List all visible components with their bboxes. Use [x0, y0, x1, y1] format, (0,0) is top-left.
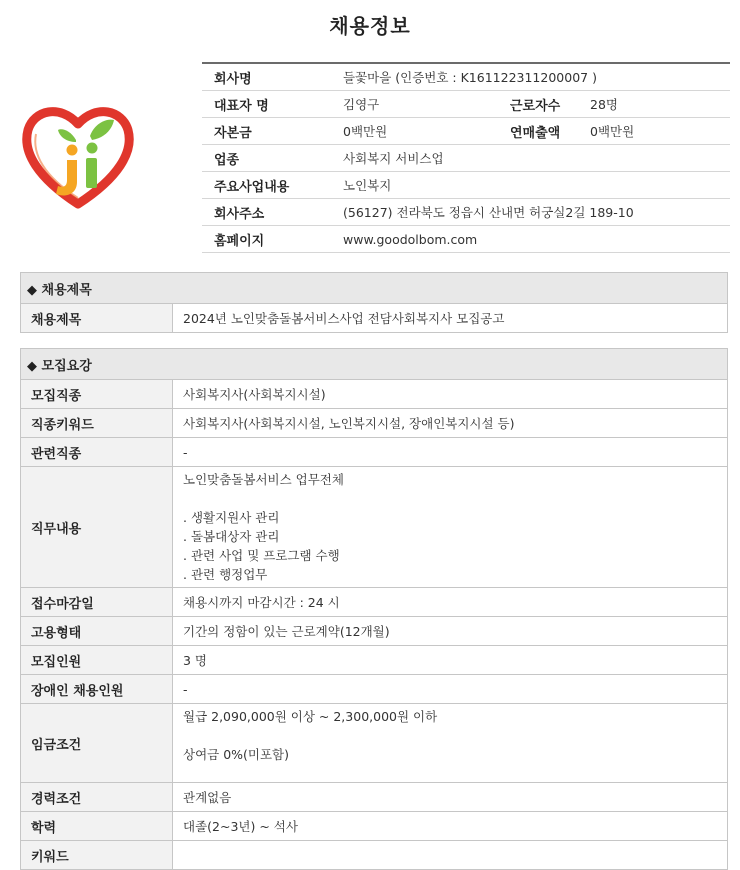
details-row-label: 관련직종	[21, 438, 173, 467]
details-row	[21, 588, 728, 617]
details-row-value	[173, 409, 728, 438]
industry-value: 사회복지 서비스업	[331, 145, 730, 172]
recruit-details-section	[20, 348, 728, 870]
details-row-label: 접수마감일	[21, 588, 173, 617]
details-row-label: 직무내용	[21, 467, 173, 588]
details-row-value	[173, 675, 728, 704]
details-row-value	[173, 467, 728, 588]
details-line: 사회복지사(사회복지시설, 노인복지시설, 장애인복지시설 등)	[183, 416, 515, 431]
section-header-details: ◆ 모집요강	[21, 349, 728, 380]
details-row-label: 고용형태	[21, 617, 173, 646]
details-row	[21, 438, 728, 467]
industry-label: 업종	[202, 145, 331, 172]
details-row-value	[173, 646, 728, 675]
ceo-value: 김영구	[331, 91, 498, 118]
details-line: -	[183, 444, 188, 460]
details-rows	[21, 380, 728, 870]
details-row-value	[173, 841, 728, 870]
details-row	[21, 812, 728, 841]
recruit-title-section	[20, 272, 728, 333]
ceo-label: 대표자 명	[202, 91, 331, 118]
address-label: 회사주소	[202, 199, 331, 226]
details-row-value	[173, 783, 728, 812]
details-line	[183, 489, 726, 508]
details-line: . 생활지원사 관리	[183, 510, 280, 525]
capital-label: 자본금	[202, 118, 331, 145]
details-row	[21, 704, 728, 783]
details-row-value	[173, 438, 728, 467]
details-line: 채용시까지 마감시간 : 24 시	[183, 595, 340, 610]
details-line: 사회복지사(사회복지시설)	[183, 387, 326, 402]
details-line	[183, 726, 726, 745]
details-row-label: 모집직종	[21, 380, 173, 409]
details-row	[21, 409, 728, 438]
details-row	[21, 841, 728, 870]
details-row	[21, 646, 728, 675]
details-line: . 관련 행정업무	[183, 567, 268, 582]
workers-label: 근로자수	[498, 91, 578, 118]
details-row-label: 임금조건	[21, 704, 173, 783]
details-row	[21, 380, 728, 409]
letter-i	[86, 158, 97, 188]
sales-value: 0백만원	[578, 118, 730, 145]
company-name-value: 들꽃마을 (인증번호 : K161122311200007 )	[331, 63, 730, 91]
details-line: . 관련 사업 및 프로그램 수행	[183, 548, 340, 563]
details-row-label: 경력조건	[21, 783, 173, 812]
leaf-icon	[90, 120, 114, 140]
details-row-value	[173, 704, 728, 783]
recruit-title-label: 채용제목	[21, 304, 173, 333]
details-line: 대졸(2~3년) ~ 석사	[183, 819, 298, 834]
page-title: 채용정보	[329, 14, 411, 38]
details-row	[21, 675, 728, 704]
details-row	[21, 783, 728, 812]
capital-value: 0백만원	[331, 118, 498, 145]
details-row-value	[173, 588, 728, 617]
details-line: 3 명	[183, 653, 208, 668]
business-value: 노인복지	[331, 172, 730, 199]
homepage-label: 홈페이지	[202, 226, 331, 253]
heart-shape	[27, 112, 129, 204]
details-row-label: 키워드	[21, 841, 173, 870]
details-row-label: 모집인원	[21, 646, 173, 675]
details-line: -	[183, 681, 188, 697]
workers-value: 28명	[578, 91, 730, 118]
homepage-link[interactable]: www.goodolbom.com	[331, 226, 730, 253]
letter-j	[56, 160, 77, 196]
details-row-label: 학력	[21, 812, 173, 841]
details-row	[21, 617, 728, 646]
details-line: . 돌봄대상자 관리	[183, 529, 280, 544]
recruit-title-value: 2024년 노인맞춤돌봄서비스사업 전담사회복지사 모집공고	[173, 304, 728, 333]
company-logo	[20, 100, 136, 216]
company-info-table	[202, 62, 730, 253]
address-value: (56127) 전라북도 정읍시 산내면 허궁실2길 189-10	[331, 199, 730, 226]
details-line: 상여금 0%(미포함)	[183, 747, 290, 762]
details-row-label: 장애인 채용인원	[21, 675, 173, 704]
details-line: 기간의 정함이 있는 근로계약(12개월)	[183, 624, 390, 639]
details-line: 관계없음	[183, 790, 232, 805]
sales-label: 연매출액	[498, 118, 578, 145]
details-line: 월급 2,090,000원 이상 ~ 2,300,000원 이하	[183, 709, 438, 724]
business-label: 주요사업내용	[202, 172, 331, 199]
company-name-label: 회사명	[202, 63, 331, 91]
details-row	[21, 467, 728, 588]
details-row-label: 직종키워드	[21, 409, 173, 438]
details-row-value	[173, 812, 728, 841]
details-row-value	[173, 617, 728, 646]
section-header-title: ◆ 채용제목	[21, 273, 728, 304]
details-row-value	[173, 380, 728, 409]
details-line: 노인맞춤돌봄서비스 업무전체	[183, 472, 344, 487]
